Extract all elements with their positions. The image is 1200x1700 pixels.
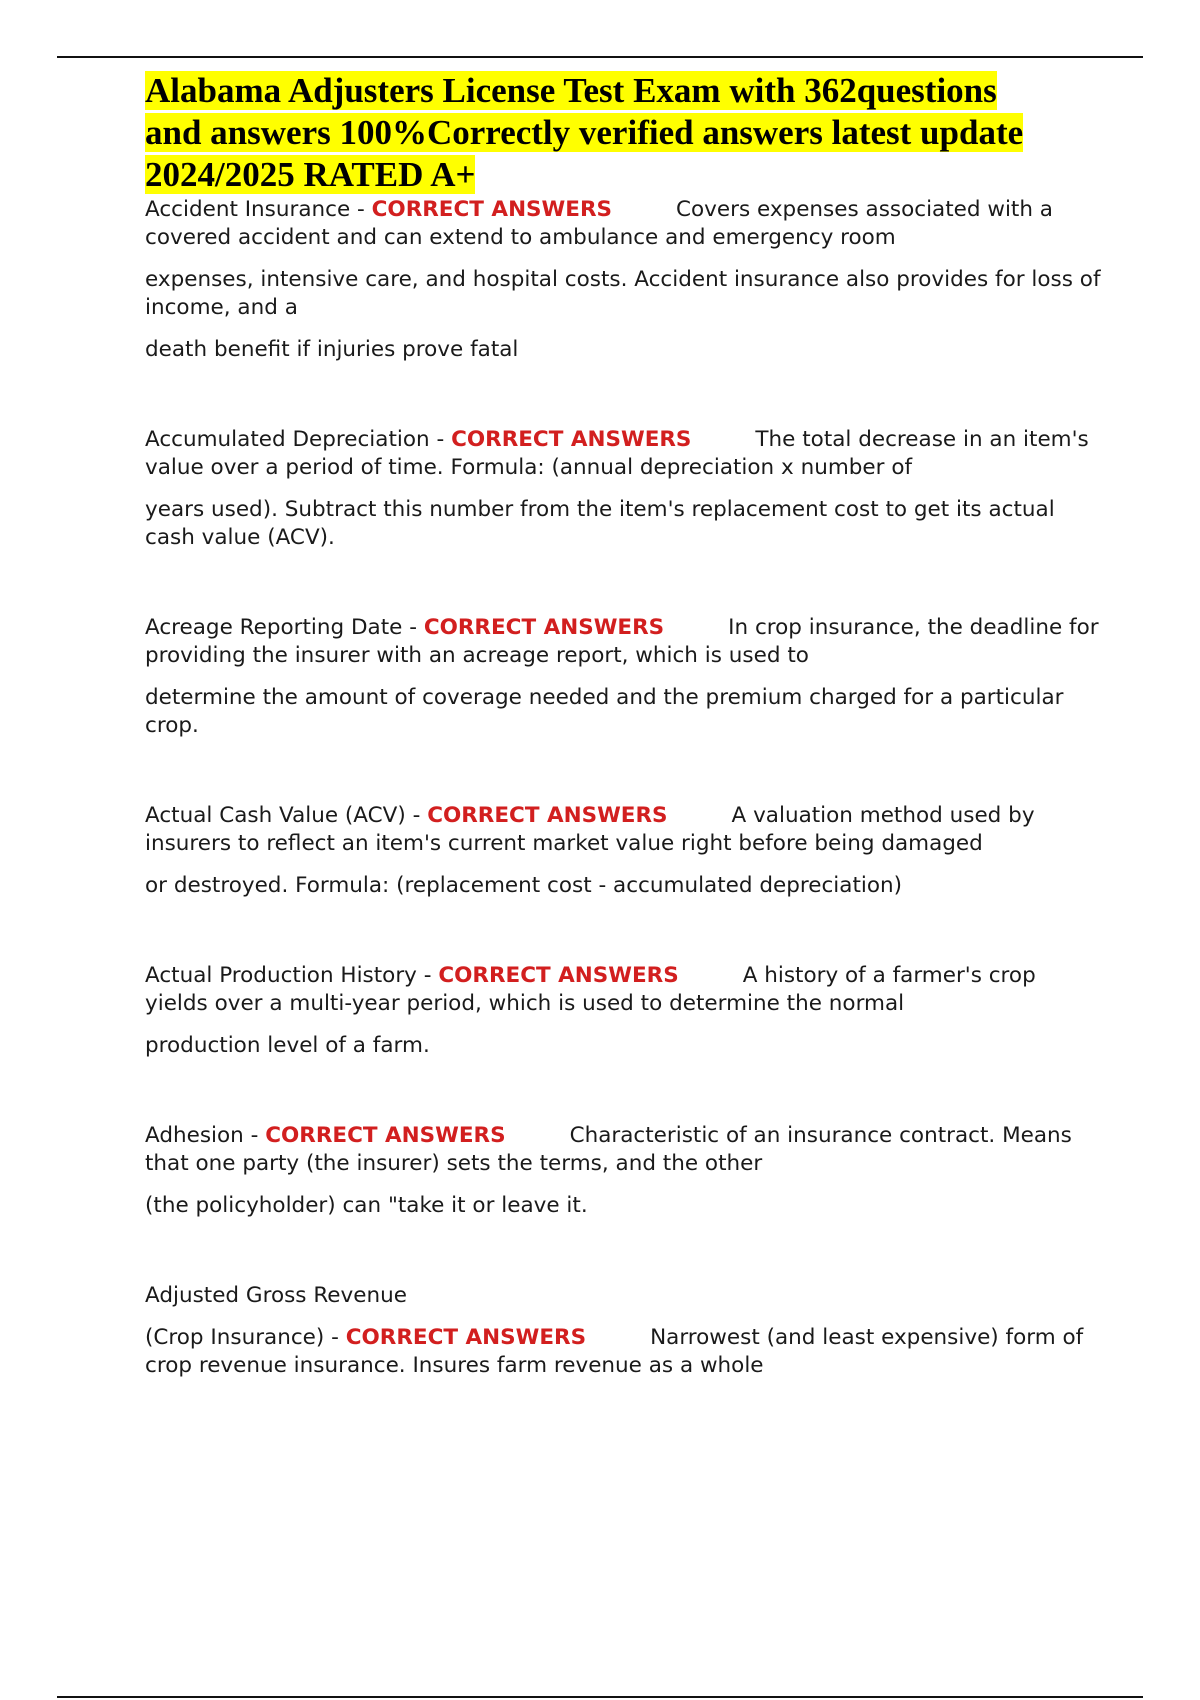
entry-term-prefix: Adjusted Gross Revenue [145, 1283, 407, 1308]
correct-answers-label: CORRECT ANSWERS [423, 615, 665, 640]
entry-actual-production-history [145, 962, 1105, 1060]
entry-term: Accident Insurance - [145, 197, 365, 222]
correct-answers-label: CORRECT ANSWERS [371, 197, 612, 222]
entry-term: Actual Production History - [145, 963, 432, 988]
entry-definition: Narrowest (and least expensive) form of crop revenue insurance. Insures farm revenue as a whole [145, 1325, 1084, 1378]
entry-lead [145, 1122, 1105, 1178]
entry-continuation: expenses, intensive care, and hospital costs. Accident insurance also provides for loss of income, and a [145, 267, 1101, 320]
entry-continuation: determine the amount of coverage needed and the premium charged for a particular crop. [145, 685, 1064, 738]
correct-answers-label: CORRECT ANSWERS [345, 1325, 587, 1350]
entry-definition: The total decrease in an item's value over a period of time. Formula: (annual depreciation x number of [145, 427, 1089, 480]
entry-lead [145, 426, 1105, 482]
entry-term: Acreage Reporting Date - [145, 615, 417, 640]
entry-continuation: or destroyed. Formula: (replacement cost - accumulated depreciation) [145, 873, 903, 898]
entry-continuation: (the policyholder) can "take it or leave it. [145, 1193, 588, 1218]
entry-definition: Covers expenses associated with a covered accident and can extend to ambulance and emergency room [145, 197, 1053, 250]
entry-lead [145, 962, 1105, 1018]
entry-adjusted-gross-revenue [145, 1282, 1105, 1380]
entry-definition: A valuation method used by insurers to reflect an item's current market value right before being damaged [145, 803, 1035, 856]
entry-lead [145, 802, 1105, 858]
correct-answers-label: CORRECT ANSWERS [438, 963, 679, 988]
entry-actual-cash-value [145, 802, 1105, 900]
title-line-1: Alabama Adjusters License Test Exam with 362questions [145, 71, 997, 110]
entry-adhesion [145, 1122, 1105, 1220]
entry-definition: A history of a farmer's crop yields over a multi-year period, which is used to determine the normal [145, 963, 1036, 1016]
entry-continuation: years used). Subtract this number from the item's replacement cost to get its actual cash value (ACV). [145, 497, 1055, 550]
entry-definition: In crop insurance, the deadline for providing the insurer with an acreage report, which is used to [145, 615, 1099, 668]
entry-lead [145, 196, 1105, 252]
bottom-rule [57, 1696, 1143, 1698]
document-title [145, 70, 1105, 196]
entry-continuation: death benefit if injuries prove fatal [145, 337, 519, 362]
entry-term: Adhesion - [145, 1123, 259, 1148]
entry-acreage-reporting-date [145, 614, 1105, 740]
title-line-2: and answers 100%Correctly verified answers latest update [145, 113, 1024, 152]
entry-lead [145, 614, 1105, 670]
title-line-3: 2024/2025 RATED A+ [145, 155, 476, 194]
correct-answers-label: CORRECT ANSWERS [265, 1123, 506, 1148]
correct-answers-label: CORRECT ANSWERS [451, 427, 692, 452]
entry-lead [145, 1324, 1105, 1380]
entry-definition: Characteristic of an insurance contract. Means that one party (the insurer) sets the terms, and the other [145, 1123, 1072, 1176]
entry-accumulated-depreciation [145, 426, 1105, 552]
top-rule [57, 56, 1143, 58]
entry-term: Actual Cash Value (ACV) - [145, 803, 421, 828]
entry-accident-insurance [145, 196, 1105, 364]
entry-continuation: production level of a farm. [145, 1033, 430, 1058]
document-body [145, 70, 1105, 1380]
entry-term: (Crop Insurance) - [145, 1325, 339, 1350]
correct-answers-label: CORRECT ANSWERS [427, 803, 668, 828]
entry-term: Accumulated Depreciation - [145, 427, 445, 452]
